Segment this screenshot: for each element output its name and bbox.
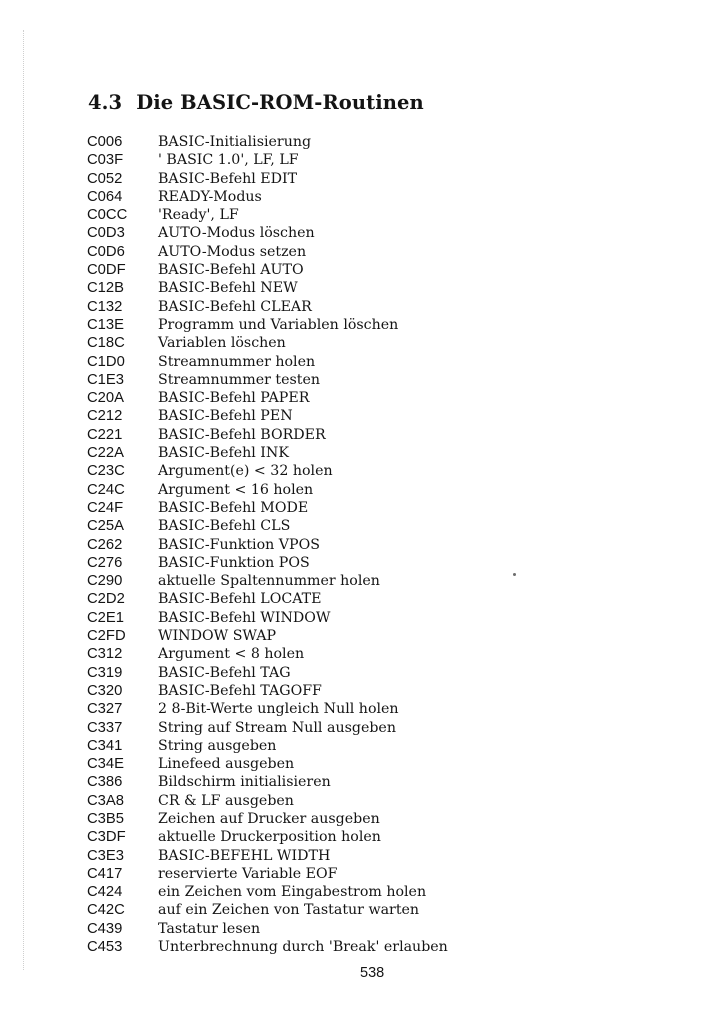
routine-entry <box>87 426 448 444</box>
routine-description: BASIC-Initialisierung <box>158 134 312 150</box>
routine-description: auf ein Zeichen von Tastatur warten <box>158 902 420 919</box>
routine-entry <box>87 883 448 901</box>
routine-address: C320 <box>87 682 123 699</box>
routine-description: BASIC-Befehl LOCATE <box>158 591 322 608</box>
routine-entry <box>87 261 448 279</box>
routine-address: C1D0 <box>87 353 125 370</box>
page-number: 538 <box>360 965 385 981</box>
routine-entry <box>87 938 448 956</box>
routine-description: Argument < 8 holen <box>158 646 305 663</box>
routine-address: C20A <box>87 390 125 407</box>
routine-address: C0DF <box>87 262 126 279</box>
routine-address: C22A <box>87 445 125 462</box>
routine-entry <box>87 700 448 718</box>
routine-entry <box>87 737 448 755</box>
routine-address: C24F <box>87 499 124 516</box>
routine-address: C319 <box>87 664 123 681</box>
routine-entry <box>87 901 448 919</box>
routine-description: Unterbrechnung durch 'Break' erlauben <box>158 939 448 956</box>
routine-address: C12B <box>87 280 125 297</box>
routine-entry <box>87 151 448 169</box>
routine-description: BASIC-Befehl PEN <box>158 408 293 425</box>
routine-description: BASIC-Befehl MODE <box>158 499 309 516</box>
routine-description: BASIC-Befehl WINDOW <box>158 609 331 626</box>
routine-description: BASIC-Befehl CLS <box>158 518 291 535</box>
routine-entry <box>87 773 448 791</box>
routine-entry <box>87 188 448 206</box>
routine-address: C290 <box>87 573 123 590</box>
routine-description: ein Zeichen vom Eingabestrom holen <box>158 884 427 901</box>
routine-entry <box>87 719 448 737</box>
routine-address: C341 <box>87 737 123 754</box>
routine-entry <box>87 224 448 242</box>
routine-description: BASIC-Befehl EDIT <box>158 170 298 187</box>
routine-entry <box>87 590 448 608</box>
routine-description: reservierte Variable EOF <box>158 865 338 882</box>
routine-description: Streamnummer holen <box>158 353 316 370</box>
routine-description: BASIC-Befehl AUTO <box>158 262 304 279</box>
routine-entry <box>87 298 448 316</box>
routine-entry <box>87 389 448 407</box>
routine-entry <box>87 554 448 572</box>
routine-description: Bildschirm initialisieren <box>158 774 331 791</box>
section-number: 4.3 <box>88 91 123 114</box>
routine-entry <box>87 847 448 865</box>
routine-entry <box>87 481 448 499</box>
routine-address: C18C <box>87 335 125 352</box>
routine-description: Tastatur lesen <box>158 920 261 937</box>
routine-entry <box>87 645 448 663</box>
routine-entry <box>87 682 448 700</box>
routine-description: BASIC-Befehl BORDER <box>158 426 326 443</box>
routine-address: C006 <box>87 134 123 150</box>
routine-entry <box>87 536 448 554</box>
routine-address: C2E1 <box>87 609 125 626</box>
routine-address: C42C <box>87 902 125 919</box>
routine-address: C453 <box>87 939 123 956</box>
routine-entry <box>87 133 448 151</box>
routine-address: C064 <box>87 188 123 205</box>
routine-description: BASIC-Befehl NEW <box>158 280 298 297</box>
routine-address: C34E <box>87 756 125 773</box>
routine-description: AUTO-Modus löschen <box>158 225 315 242</box>
routine-entry <box>87 316 448 334</box>
routine-address: C327 <box>87 701 123 718</box>
routine-description: Streamnummer testen <box>158 371 320 388</box>
section-title: Die BASIC-ROM-Routinen <box>136 91 424 114</box>
routine-entry <box>87 353 448 371</box>
routine-entry <box>87 206 448 224</box>
routine-address: C132 <box>87 298 123 315</box>
routine-entry <box>87 664 448 682</box>
routine-entry <box>87 828 448 846</box>
routine-description: 2 8-Bit-Werte ungleich Null holen <box>158 701 399 718</box>
routine-description: String ausgeben <box>158 737 277 754</box>
routine-entry <box>87 371 448 389</box>
routine-entry <box>87 572 448 590</box>
routine-entry <box>87 920 448 938</box>
routine-entry <box>87 170 448 188</box>
routine-description: BASIC-Funktion VPOS <box>158 536 320 553</box>
routine-address: C0D3 <box>87 225 125 242</box>
routine-entry <box>87 865 448 883</box>
routine-entry <box>87 755 448 773</box>
routine-entry <box>87 462 448 480</box>
routine-entry <box>87 243 448 261</box>
routine-description: BASIC-Befehl TAG <box>158 664 291 681</box>
routine-address: C337 <box>87 719 123 736</box>
routine-address: C417 <box>87 865 123 882</box>
routine-address: C212 <box>87 408 123 425</box>
routine-entry <box>87 810 448 828</box>
routine-description: aktuelle Spaltennummer holen <box>158 573 380 590</box>
routine-description: CR & LF ausgeben <box>158 792 294 809</box>
routine-entry <box>87 627 448 645</box>
routine-address: C25A <box>87 518 125 535</box>
routine-description: Variablen löschen <box>158 335 286 352</box>
routine-description: Zeichen auf Drucker ausgeben <box>158 810 380 827</box>
routine-address: C276 <box>87 554 123 571</box>
routine-description: BASIC-Befehl INK <box>158 445 289 462</box>
routine-address: C312 <box>87 646 123 663</box>
routine-description: BASIC-Befehl CLEAR <box>158 298 312 315</box>
routine-description: BASIC-Befehl PAPER <box>158 390 310 407</box>
routine-address: C386 <box>87 774 123 791</box>
routine-address: C262 <box>87 536 123 553</box>
routine-address: C439 <box>87 920 123 937</box>
routine-address: C23C <box>87 463 125 480</box>
routine-address: C1E3 <box>87 371 125 388</box>
routine-entry <box>87 499 448 517</box>
routine-entry <box>87 407 448 425</box>
routine-entry <box>87 444 448 462</box>
routine-address: C3DF <box>87 829 126 846</box>
routine-address: C2FD <box>87 628 126 645</box>
routine-address: C3B5 <box>87 810 125 827</box>
routine-description: Argument < 16 holen <box>158 481 314 498</box>
routine-address: C221 <box>87 426 123 443</box>
routine-description: aktuelle Druckerposition holen <box>158 829 381 846</box>
routine-description: READY-Modus <box>158 188 262 205</box>
routine-address: C24C <box>87 481 125 498</box>
routine-address: C424 <box>87 884 123 901</box>
routine-description: 'Ready', LF <box>158 207 239 224</box>
routine-address: C13E <box>87 316 125 333</box>
routine-address: C0CC <box>87 207 128 224</box>
routine-description: AUTO-Modus setzen <box>158 243 307 260</box>
routine-list <box>87 133 448 956</box>
routine-description: BASIC-BEFEHL WIDTH <box>158 847 331 864</box>
routine-address: C0D6 <box>87 243 125 260</box>
routine-description: ' BASIC 1.0', LF, LF <box>158 152 299 169</box>
routine-description: WINDOW SWAP <box>158 628 277 645</box>
routine-description: Linefeed ausgeben <box>158 756 295 773</box>
routine-entry <box>87 609 448 627</box>
routine-description: Argument(e) < 32 holen <box>158 463 333 480</box>
routine-address: C3A8 <box>87 792 125 809</box>
routine-address: C052 <box>87 170 123 187</box>
routine-description: String auf Stream Null ausgeben <box>158 719 396 736</box>
binding-margin-dots <box>23 30 26 970</box>
routine-description: BASIC-Funktion POS <box>158 554 310 571</box>
routine-description: Programm und Variablen löschen <box>158 316 399 333</box>
routine-entry <box>87 279 448 297</box>
routine-address: C03F <box>87 152 124 169</box>
routine-description: BASIC-Befehl TAGOFF <box>158 682 322 699</box>
routine-address: C2D2 <box>87 591 125 608</box>
section-heading <box>88 91 424 114</box>
routine-address: C3E3 <box>87 847 125 864</box>
print-speck <box>513 573 516 576</box>
routine-entry <box>87 792 448 810</box>
routine-entry <box>87 334 448 352</box>
routine-entry <box>87 517 448 535</box>
